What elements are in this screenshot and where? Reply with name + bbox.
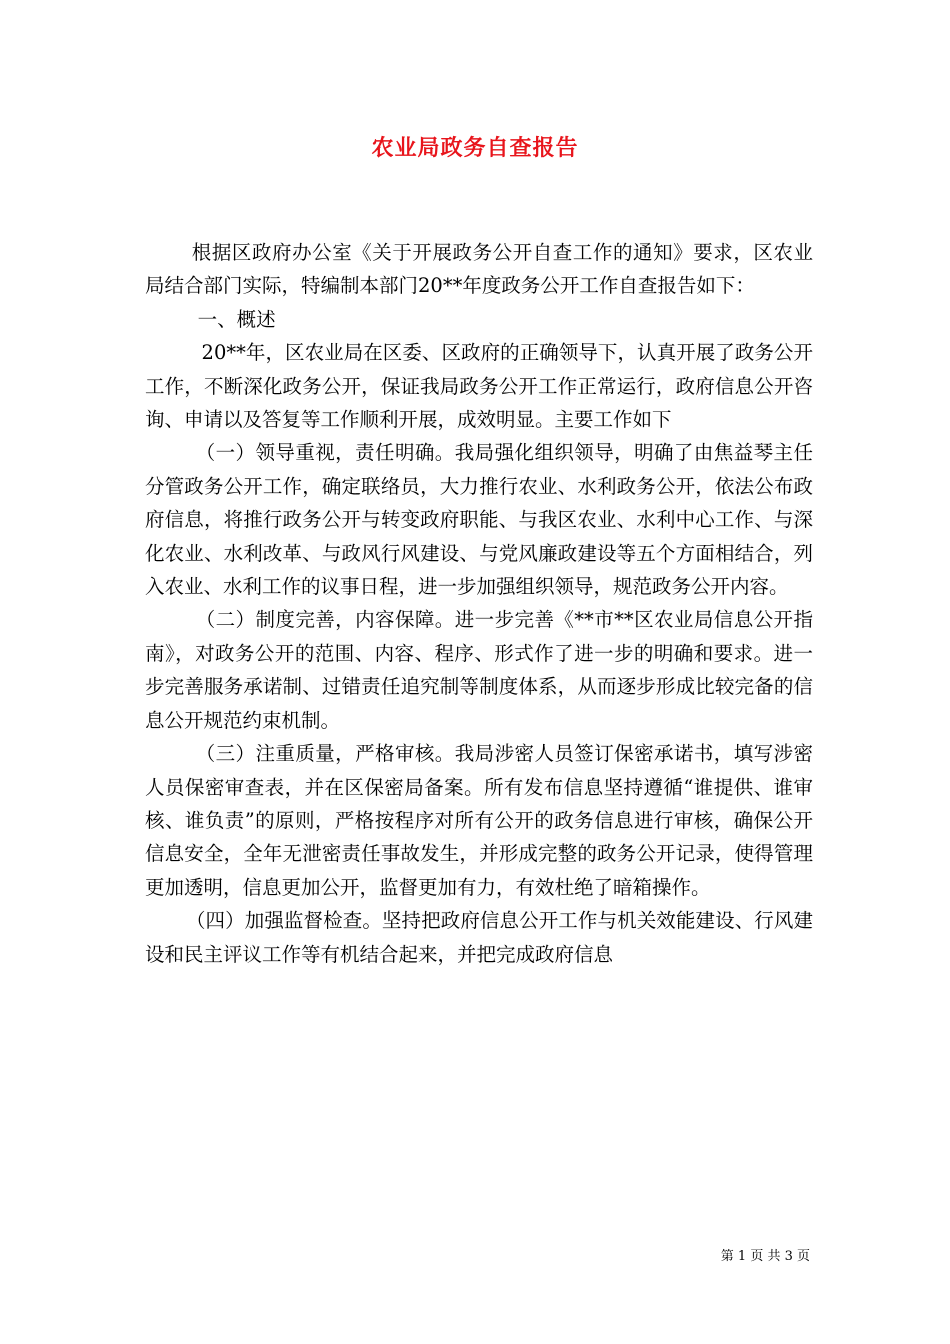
paragraph-section-1: （一）领导重视，责任明确。我局强化组织领导，明确了由焦益琴主任分管政务公开工作，确定联络员，大力推行农业、水利政务公开，依法公布政府信息，将推行政务公开与转变政府职能、与我区农业、水利中心工作、与深化农业、水利改革、与政风行风建设、与党风廉政建设等五个方面相结合，列入农业、水利工作的议事日程，进一步加强组织领导，规范政务公开内容。 [145,441,813,599]
page-number: 第 1 页 共 3 页 [720,1249,810,1264]
document-title: 农业局政务自查报告 [371,135,579,161]
document-body [145,236,813,971]
paragraph-section-3: （三）注重质量，严格审核。我局涉密人员签订保密承诺书，填写涉密人员保密审查表，并在区保密局备案。所有发布信息坚持遵循“谁提供、谁审核、谁负责”的原则，严格按程序对所有公开的政务信息进行审核，确保公开信息安全，全年无泄密责任事故发生，并形成完整的政务公开记录，使得管理更加透明，信息更加公开，监督更加有力，有效杜绝了暗箱操作。 [145,742,813,899]
paragraph-overview: 20**年，区农业局在区委、区政府的正确领导下，认真开展了政务公开工作，不断深化政务公开，保证我局政务公开工作正常运行，政府信息公开咨询、申请以及答复等工作顺利开展，成效明显。主要工作如下 [145,341,813,432]
paragraph-section-4: （四）加强监督检查。坚持把政府信息公开工作与机关效能建设、行风建设和民主评议工作等有机结合起来，并把完成政府信息 [145,909,813,966]
paragraph-intro: 根据区政府办公室《关于开展政务公开自查工作的通知》要求，区农业局结合部门实际，特编制本部门20**年度政务公开工作自查报告如下： [145,241,813,298]
paragraph-section-2: （二）制度完善，内容保障。进一步完善《**市**区农业局信息公开指南》，对政务公开的范围、内容、程序、形式作了进一步的明确和要求。进一步完善服务承诺制、过错责任追究制等制度体系，从而逐步形成比较完备的信息公开规范约束机制。 [145,608,813,732]
section-heading-overview: 一、概述 [197,307,276,331]
